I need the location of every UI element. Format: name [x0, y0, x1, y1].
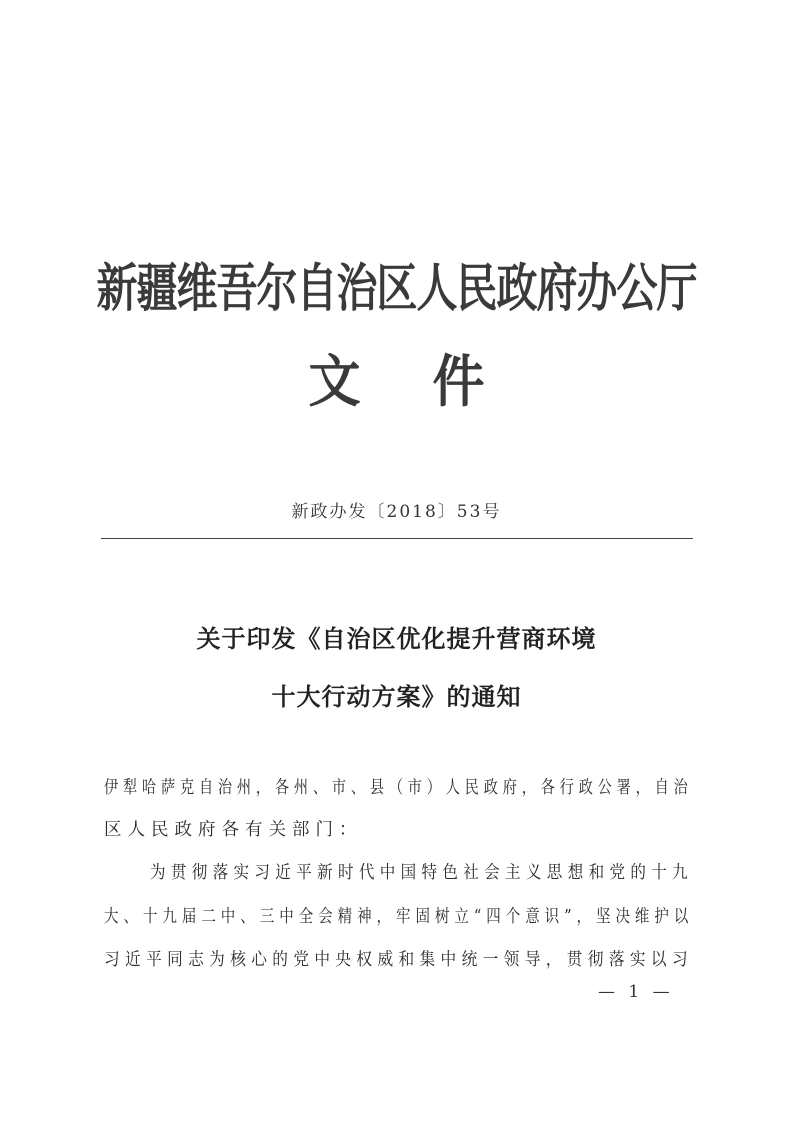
body-paragraph-line-3: 习近平同志为核心的党中央权威和集中统一领导，贯彻落实以习 — [104, 950, 693, 970]
header-divider — [101, 538, 693, 539]
addressee-line-2: 区人民政府各有关部门： — [104, 820, 363, 840]
body-paragraph-line-1: 为贯彻落实习近平新时代中国特色社会主义思想和党的十九 — [150, 863, 693, 883]
document-number: 新政办发〔2018〕53号 — [291, 502, 502, 522]
issuing-authority-heading: 新疆维吾尔自治区人民政府办公厅 — [96, 258, 697, 320]
body-paragraph-line-2: 大、十九届二中、三中全会精神，牢固树立“四个意识”，坚决维护以 — [104, 907, 694, 927]
document-title-line-1: 关于印发《自治区优化提升营商环境 — [196, 624, 597, 653]
document-title-line-2: 十大行动方案》的通知 — [271, 682, 522, 711]
page-number: — 1 — — [598, 982, 674, 1002]
document-type-heading: 文件 — [308, 350, 557, 415]
addressee-line-1: 伊犁哈萨克自治州，各州、市、县（市）人民政府，各行政公署，自治 — [104, 778, 693, 798]
